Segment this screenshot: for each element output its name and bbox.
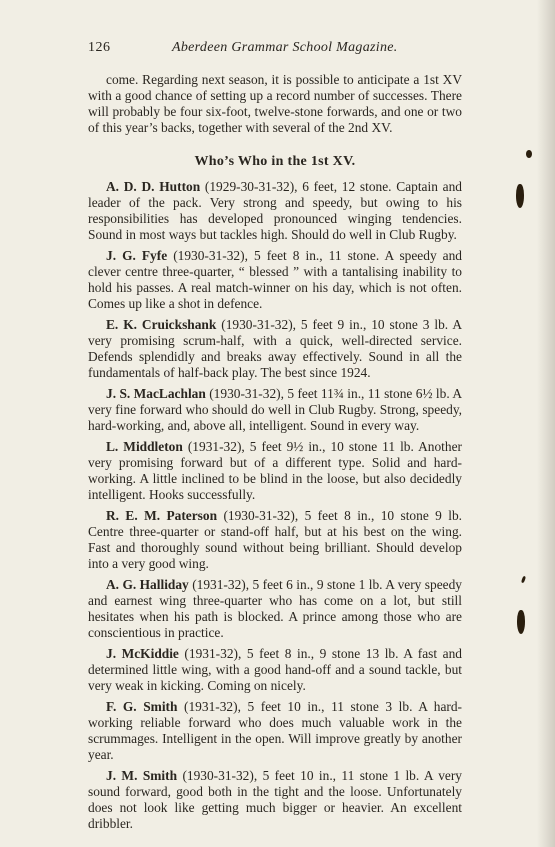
player-entry — [88, 386, 462, 434]
binding-hole-mark — [517, 610, 525, 634]
article-body — [88, 72, 462, 837]
binding-hole-mark — [516, 184, 524, 208]
player-name: J. G. Fyfe — [106, 248, 168, 263]
player-name: A. G. Halliday — [106, 577, 189, 592]
player-details: (1930-31-32), 5 feet 10 in., 11 stone 1 lb. A very sound forward, good both in the tight and the loose. Unfortunately does not look like getting much bigger or heavier. An excellent dribbler. — [88, 768, 462, 831]
binding-hole-mark — [521, 576, 526, 584]
player-entry — [88, 317, 462, 381]
player-entry — [88, 646, 462, 694]
player-details: (1931-32), 5 feet 6 in., 9 stone 1 lb. A very speedy and earnest wing three-quarter who has come on a lot, but still hesitates when his path is blocked. A prince among those who are conscientious in practice. — [88, 577, 462, 640]
player-entry — [88, 699, 462, 763]
player-details: (1931-32), 5 feet 9½ in., 10 stone 11 lb. Another very promising forward but of a different type. Solid and hard-working. A little inclined to be blind in the loose, but also decidedly intelligent. Hooks successfully. — [88, 439, 462, 502]
player-name: A. D. D. Hutton — [106, 179, 201, 194]
page-number: 126 — [88, 40, 111, 55]
running-title: Aberdeen Grammar School Magazine. — [172, 40, 398, 55]
player-name: R. E. M. Paterson — [106, 508, 218, 523]
player-name: J. S. MacLachlan — [106, 386, 206, 401]
player-details: (1930-31-32), 5 feet 9 in., 10 stone 3 lb. A very promising scrum-half, with a quick, well-directed service. Defends splendidly and breaks away effectively. Sound in all the fundamentals of half-back play. The best since 1924. — [88, 317, 462, 380]
running-header — [88, 40, 458, 60]
player-name: J. McKiddie — [106, 646, 179, 661]
player-entry — [88, 439, 462, 503]
player-entry — [88, 508, 462, 572]
player-details: (1931-32), 5 feet 10 in., 11 stone 3 lb. A hard-working reliable forward who does much valuable work in the scrummages. Intelligent in the open. Will improve greatly by another year. — [88, 699, 463, 762]
player-details: (1930-31-32), 5 feet 8 in., 10 stone 9 lb. Centre three-quarter or stand-off half, but at his best on the wing. Fast and thoroughly sound without being brilliant. Should develop into a very good wing. — [88, 508, 463, 571]
player-entries-list — [88, 179, 462, 832]
player-details: (1931-32), 5 feet 8 in., 9 stone 13 lb. A fast and determined little wing, with a good hand-off and a sound tackle, but very weak in kicking. Coming on nicely. — [88, 646, 462, 693]
intro-paragraph: come. Regarding next season, it is possible to anticipate a 1st XV with a good chance of setting up a record number of successes. There will probably be four six-foot, twelve-stone forwards, and one or two of this year’s backs, together with several of the 2nd XV. — [88, 72, 462, 135]
player-entry — [88, 248, 462, 312]
player-details: (1930-31-32), 5 feet 8 in., 11 stone. A speedy and clever centre three-quarter, “ blessed ” with a tantalising inability to hold his passes. A real match-winner on his day, which is not often. Comes up like a shot in defence. — [88, 248, 462, 311]
player-details: (1930-31-32), 5 feet 11¾ in., 11 stone 6½ lb. A very fine forward who should do well in Club Rugby. Strong, speedy, hard-working, and, above all, intelligent. Sound in every way. — [88, 386, 462, 433]
player-entry — [88, 768, 462, 832]
player-entry — [88, 577, 462, 641]
page-edge-shadow — [537, 0, 555, 847]
player-entry — [88, 179, 462, 243]
section-heading: Who’s Who in the 1st XV. — [194, 154, 356, 169]
binding-hole-mark — [526, 150, 532, 158]
player-name: L. Middleton — [106, 439, 183, 454]
player-name: J. M. Smith — [106, 768, 178, 783]
player-name: E. K. Cruickshank — [106, 317, 217, 332]
player-details: (1929-30-31-32), 6 feet, 12 stone. Captain and leader of the pack. Very strong and speedy, but owing to his responsibilities has developed pronounced winging tendencies. Sound in most ways but tackles high. Should do well in Club Rugby. — [88, 179, 462, 242]
player-name: F. G. Smith — [106, 699, 178, 714]
